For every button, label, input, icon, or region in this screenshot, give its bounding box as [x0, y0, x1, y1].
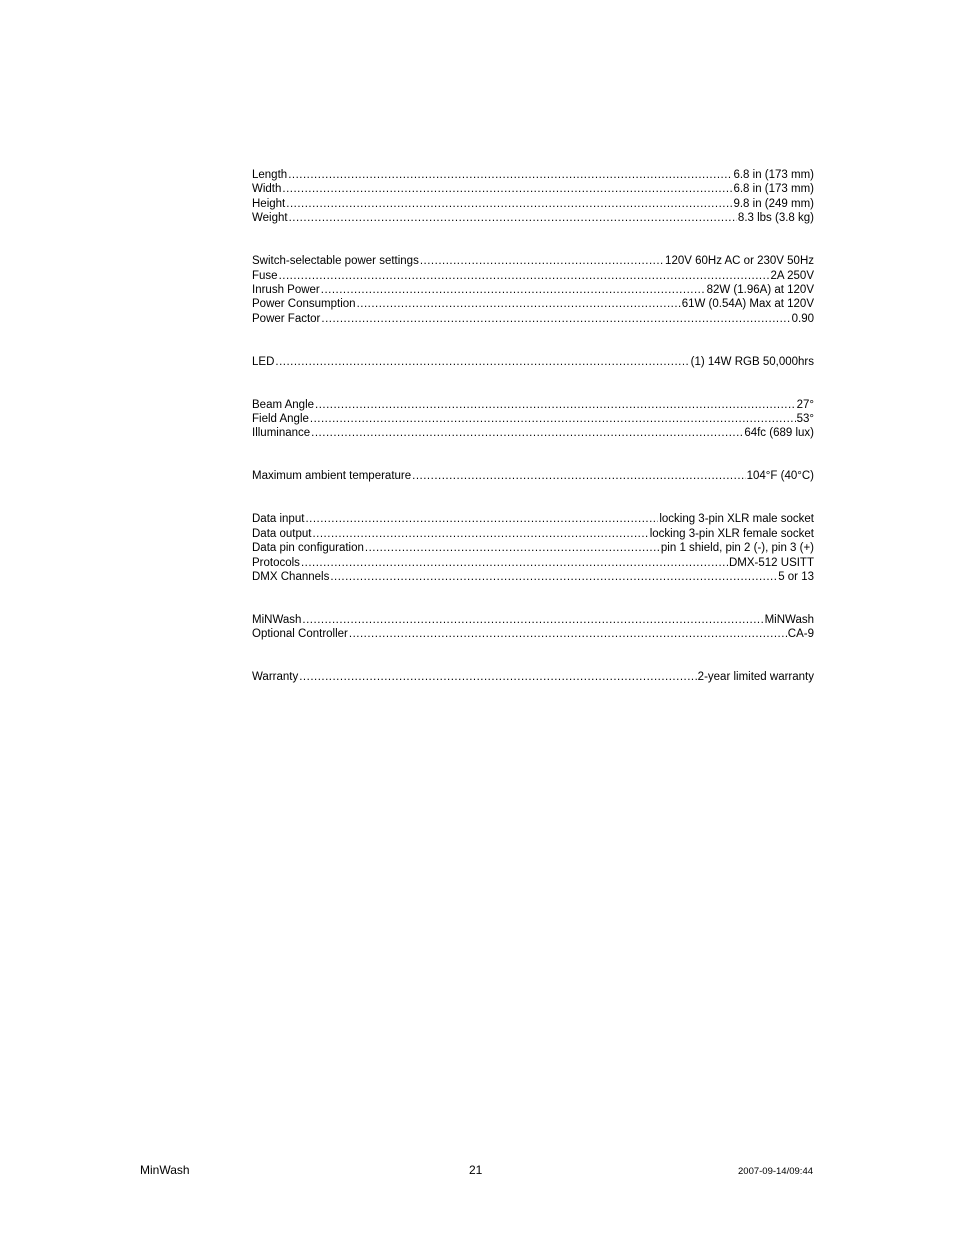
- dot-leader: [302, 613, 763, 627]
- spec-row: [252, 283, 814, 297]
- spec-value: 64fc (689 lux): [744, 427, 814, 440]
- dot-leader: [312, 527, 648, 541]
- spec-label: LED: [252, 355, 275, 368]
- spec-label: Field Angle: [252, 413, 309, 426]
- spec-value: locking 3-pin XLR male socket: [659, 513, 814, 526]
- spec-group: [252, 398, 814, 441]
- dot-leader: [412, 469, 745, 483]
- spec-value: 2A 250V: [770, 269, 814, 282]
- dot-leader: [321, 312, 790, 326]
- spec-row: [252, 670, 814, 684]
- spec-label: Warranty: [252, 671, 299, 684]
- spec-label: Inrush Power: [252, 283, 320, 296]
- spec-row: [252, 512, 814, 526]
- spec-value: 6.8 in (173 mm): [733, 183, 814, 196]
- spec-row: [252, 297, 814, 311]
- spec-value: pin 1 shield, pin 2 (-), pin 3 (+): [660, 542, 814, 555]
- spec-group: [252, 355, 814, 369]
- spec-row: [252, 570, 814, 584]
- spec-row: [252, 627, 814, 641]
- spec-value: CA-9: [787, 628, 814, 641]
- spec-label: Beam Angle: [252, 398, 315, 411]
- spec-value: 27°: [796, 398, 814, 411]
- dot-leader: [305, 512, 658, 526]
- dot-leader: [349, 627, 787, 641]
- spec-value: 8.3 lbs (3.8 kg): [737, 212, 814, 225]
- spec-row: [252, 412, 814, 426]
- spec-label: Length: [252, 169, 288, 181]
- spec-label: Data output: [252, 527, 312, 540]
- dot-leader: [299, 670, 696, 684]
- spec-row: [252, 168, 814, 182]
- dot-leader: [330, 570, 777, 584]
- spec-row: [252, 197, 814, 211]
- dot-leader: [420, 254, 664, 268]
- footer-page-number: 21: [469, 1163, 483, 1177]
- spec-label: Power Consumption: [252, 298, 356, 311]
- footer-date: 2007-09-14/09:44: [738, 1166, 814, 1177]
- spec-label: DMX Channels: [252, 571, 330, 583]
- dot-leader: [286, 197, 732, 211]
- spec-value: DMX-512 USITT: [729, 556, 814, 569]
- spec-value: 82W (1.96A) at 120V: [706, 283, 814, 296]
- spec-row: [252, 355, 814, 369]
- spec-group: [252, 168, 814, 226]
- spec-row: [252, 398, 814, 412]
- dot-leader: [365, 541, 660, 555]
- dot-leader: [301, 556, 728, 570]
- spec-label: MiNWash: [252, 613, 302, 626]
- spec-row: [252, 527, 814, 541]
- spec-row: [252, 541, 814, 555]
- spec-group: [252, 613, 814, 642]
- spec-label: Switch-selectable power settings: [252, 255, 419, 268]
- spec-value: 2-year limited warranty: [697, 671, 814, 684]
- spec-row: [252, 254, 814, 268]
- dot-leader: [321, 283, 706, 297]
- dot-leader: [357, 297, 681, 311]
- spec-value: 53°: [796, 413, 814, 426]
- spec-value: 0.90: [791, 312, 814, 325]
- spec-row: [252, 211, 814, 225]
- dot-leader: [315, 398, 796, 412]
- spec-value: 104°F (40°C): [746, 470, 814, 483]
- spec-row: [252, 613, 814, 627]
- spec-label: Data pin configuration: [252, 542, 364, 555]
- spec-label: Height: [252, 197, 286, 210]
- spec-row: [252, 269, 814, 283]
- spec-row: [252, 426, 814, 440]
- spec-value: 120V 60Hz AC or 230V 50Hz: [665, 255, 814, 268]
- spec-value: 9.8 in (249 mm): [733, 197, 814, 210]
- dot-leader: [282, 182, 732, 196]
- spec-label: Maximum ambient temperature: [252, 470, 412, 483]
- spec-row: [252, 469, 814, 483]
- specifications-list: [252, 168, 814, 713]
- dot-leader: [288, 168, 732, 182]
- spec-value: 5 or 13: [778, 571, 814, 583]
- spec-group: [252, 469, 814, 483]
- dot-leader: [289, 211, 737, 225]
- dot-leader: [275, 355, 689, 369]
- spec-value: 6.8 in (173 mm): [733, 169, 814, 181]
- spec-value: MiNWash: [764, 613, 814, 626]
- dot-leader: [311, 426, 743, 440]
- spec-group: [252, 254, 814, 326]
- spec-row: [252, 312, 814, 326]
- spec-row: [252, 556, 814, 570]
- spec-group: [252, 512, 814, 584]
- spec-value: locking 3-pin XLR female socket: [649, 527, 814, 540]
- spec-label: Data input: [252, 513, 305, 526]
- spec-label: Weight: [252, 212, 288, 225]
- spec-label: Power Factor: [252, 312, 321, 325]
- dot-leader: [279, 269, 770, 283]
- dot-leader: [310, 412, 796, 426]
- spec-label: Optional Controller: [252, 628, 348, 641]
- spec-value: (1) 14W RGB 50,000hrs: [690, 355, 814, 368]
- spec-label: Illuminance: [252, 427, 311, 440]
- spec-value: 61W (0.54A) Max at 120V: [681, 298, 814, 311]
- footer-product-name: MinWash: [140, 1163, 190, 1177]
- spec-group: [252, 670, 814, 684]
- spec-label: Width: [252, 183, 282, 196]
- spec-label: Fuse: [252, 269, 278, 282]
- spec-label: Protocols: [252, 556, 300, 569]
- spec-row: [252, 182, 814, 196]
